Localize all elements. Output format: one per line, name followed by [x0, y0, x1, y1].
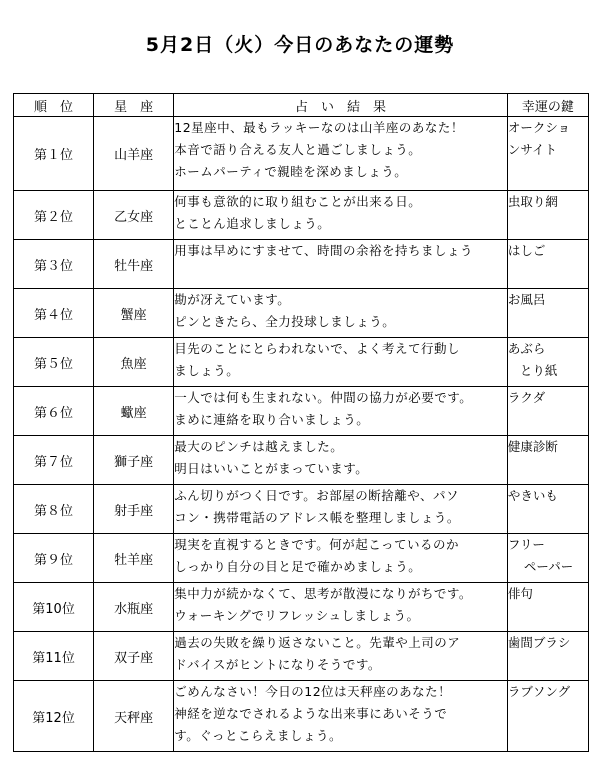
fortune-result-cell — [174, 534, 508, 583]
fortune-result-line: す。ぐっとこらえましょう。 — [174, 728, 343, 743]
rank-cell: 第５位 — [14, 338, 94, 387]
header-row — [14, 94, 589, 117]
fortune-result-line: ごめんなさい！今日の12位は天秤座のあなた！ — [174, 684, 452, 699]
table-row — [14, 191, 589, 240]
zodiac-sign-cell: 蠍座 — [94, 387, 174, 436]
lucky-key-line: 俳句 — [507, 586, 533, 601]
zodiac-sign-cell: 魚座 — [94, 338, 174, 387]
lucky-key-cell — [507, 240, 588, 289]
table-row — [14, 681, 589, 752]
fortune-result-line: 目先のことにとらわれないで、よく考えて行動し — [174, 341, 461, 356]
table-row — [14, 485, 589, 534]
lucky-key-line: 健康診断 — [507, 439, 558, 454]
lucky-key-line: はしご — [507, 243, 546, 258]
fortune-result-line: 集中力が続かなくて、思考が散漫になりがちです。 — [174, 586, 472, 601]
rank-cell: 第４位 — [14, 289, 94, 338]
fortune-result-line: まめに連絡を取り合いましょう。 — [174, 412, 370, 427]
fortune-result-line: ましょう。 — [174, 363, 240, 378]
fortune-result-line: とことん追求しましょう。 — [174, 216, 331, 231]
table-row — [14, 534, 589, 583]
header-sign: 星 座 — [94, 94, 174, 117]
fortune-result-cell — [174, 632, 508, 681]
lucky-key-line: あぶら — [507, 341, 546, 356]
lucky-key-cell — [507, 436, 588, 485]
lucky-key-line: 歯間ブラシ — [507, 635, 571, 650]
fortune-result-cell — [174, 387, 508, 436]
rank-cell: 第10位 — [14, 583, 94, 632]
lucky-key-line: ペーパー — [523, 559, 574, 574]
zodiac-sign-cell: 水瓶座 — [94, 583, 174, 632]
fortune-result-line: 本音で語り合える友人と過ごしましょう。 — [174, 142, 422, 157]
lucky-key-cell — [507, 534, 588, 583]
zodiac-sign-cell: 乙女座 — [94, 191, 174, 240]
table-row — [14, 338, 589, 387]
lucky-key-cell — [507, 338, 588, 387]
zodiac-sign-cell: 蟹座 — [94, 289, 174, 338]
lucky-key-cell — [507, 289, 588, 338]
fortune-result-cell — [174, 117, 508, 191]
fortune-result-cell — [174, 485, 508, 534]
fortune-result-line: 現実を直視するときです。何が起こっているのか — [174, 537, 460, 552]
lucky-key-line: お風呂 — [507, 292, 546, 307]
fortune-result-line: 12星座中、最もラッキーなのは山羊座のあなた！ — [174, 120, 464, 135]
zodiac-sign-cell: 射手座 — [94, 485, 174, 534]
fortune-result-cell — [174, 436, 508, 485]
table-row — [14, 240, 589, 289]
rank-cell: 第７位 — [14, 436, 94, 485]
lucky-key-cell — [507, 117, 588, 191]
table-row — [14, 387, 589, 436]
fortune-result-line: 用事は早めにすませて、時間の余裕を持ちましょう — [174, 243, 474, 258]
zodiac-sign-cell: 山羊座 — [94, 117, 174, 191]
rank-cell: 第８位 — [14, 485, 94, 534]
fortune-result-line: しっかり自分の目と足で確かめましょう。 — [174, 559, 422, 574]
header-lucky-key: 幸運の鍵 — [507, 94, 588, 117]
lucky-key-cell — [507, 485, 588, 534]
lucky-key-cell — [507, 191, 588, 240]
zodiac-sign-cell: 牡羊座 — [94, 534, 174, 583]
lucky-key-line: ラクダ — [507, 390, 546, 405]
rank-cell: 第11位 — [14, 632, 94, 681]
fortune-result-line: コン・携帯電話のアドレス帳を整理しましょう。 — [174, 510, 460, 525]
fortune-result-cell — [174, 681, 508, 752]
lucky-key-cell — [507, 681, 588, 752]
fortune-result-line: ピンときたら、全力投球しましょう。 — [174, 314, 396, 329]
fortune-result-cell — [174, 191, 508, 240]
rank-cell: 第９位 — [14, 534, 94, 583]
table-row — [14, 632, 589, 681]
fortune-result-line: 神経を逆なでされるような出来事にあいそうで — [174, 706, 448, 721]
header-result: 占 い 結 果 — [174, 94, 508, 117]
fortune-result-line: ホームパーティで親睦を深めましょう。 — [174, 164, 408, 179]
fortune-result-line: ウォーキングでリフレッシュしましょう。 — [174, 608, 420, 623]
page-title: 5月2日（火）今日のあなたの運勢 — [145, 34, 455, 56]
lucky-key-cell — [507, 583, 588, 632]
lucky-key-cell — [507, 387, 588, 436]
lucky-key-line: オークショ — [507, 120, 571, 135]
table-row — [14, 436, 589, 485]
fortune-result-line: 過去の失敗を繰り返さないこと。先輩や上司のア — [174, 635, 461, 650]
zodiac-sign-cell: 獅子座 — [94, 436, 174, 485]
fortune-result-cell — [174, 289, 508, 338]
rank-cell: 第６位 — [14, 387, 94, 436]
horoscope-table — [13, 93, 589, 752]
rank-cell: 第３位 — [14, 240, 94, 289]
fortune-result-cell — [174, 240, 508, 289]
zodiac-sign-cell: 天秤座 — [94, 681, 174, 752]
table-row — [14, 117, 589, 191]
rank-cell: 第２位 — [14, 191, 94, 240]
lucky-key-line: やきいも — [507, 488, 558, 503]
lucky-key-line: とり紙 — [519, 363, 558, 378]
fortune-result-line: 何事も意欲的に取り組むことが出来る日。 — [174, 194, 422, 209]
lucky-key-line: ラブソング — [507, 684, 571, 699]
fortune-result-line: 勘が冴えています。 — [174, 292, 291, 307]
header-rank: 順 位 — [14, 94, 94, 117]
fortune-result-line: ドバイスがヒントになりそうです。 — [174, 657, 381, 672]
fortune-result-cell — [174, 338, 508, 387]
fortune-result-line: 一人では何も生まれない。仲間の協力が必要です。 — [174, 390, 473, 405]
zodiac-sign-cell: 双子座 — [94, 632, 174, 681]
fortune-result-cell — [174, 583, 508, 632]
fortune-result-line: 最大のピンチは越えました。 — [174, 439, 344, 454]
lucky-key-line: 虫取り網 — [507, 194, 558, 209]
rank-cell: 第12位 — [14, 681, 94, 752]
rank-cell: 第１位 — [14, 117, 94, 191]
lucky-key-line: フリー — [507, 537, 545, 552]
lucky-key-cell — [507, 632, 588, 681]
fortune-result-line: 明日はいいことがまっています。 — [174, 461, 369, 476]
table-row — [14, 289, 589, 338]
lucky-key-line: ンサイト — [507, 142, 557, 157]
table-row — [14, 583, 589, 632]
zodiac-sign-cell: 牡牛座 — [94, 240, 174, 289]
fortune-result-line: ふん切りがつく日です。お部屋の断捨離や、パソ — [174, 488, 460, 503]
